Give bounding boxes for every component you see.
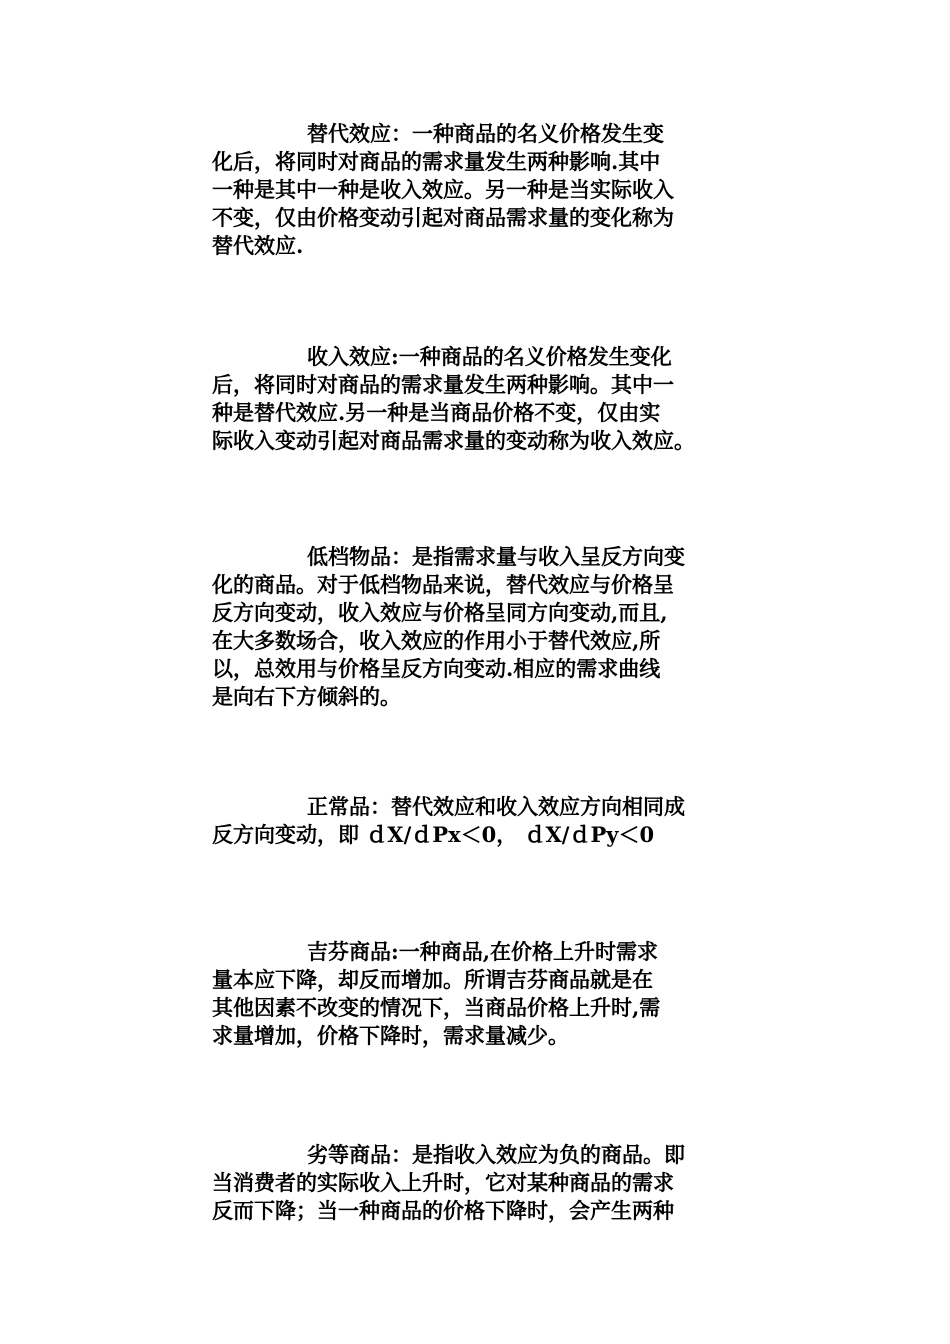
text-line: 收入效应:一种商品的名义价格发生变化	[307, 344, 672, 369]
text-line: 其他因素不改变的情况下，当商品价格上升时,需	[212, 995, 661, 1020]
text-line: 反方向变动，收入效应与价格呈同方向变动,而且,	[212, 600, 668, 625]
text-line: 在大多数场合，收入效应的作用小于替代效应,所	[212, 628, 661, 653]
text-line: 化的商品。对于低档物品来说，替代效应与价格呈	[212, 572, 674, 597]
text-line: 不变，仅由价格变动引起对商品需求量的变化称为	[212, 205, 674, 230]
text-line: 量本应下降，却反而增加。所谓吉芬商品就是在	[212, 967, 653, 992]
text-line: 是向右下方倾斜的。	[212, 684, 401, 709]
text-line: 以，总效用与价格呈反方向变动.相应的需求曲线	[212, 656, 661, 681]
text-line: 反方向变动，即 ｄX/ｄPx＜0， ｄX/ｄPy＜0	[212, 822, 655, 847]
text-line: 种是替代效应.另一种是当商品价格不变，仅由实	[212, 400, 661, 425]
paragraph-inferior-goods	[212, 543, 752, 711]
paragraph-income-effect	[212, 343, 752, 455]
text-line: 一种是其中一种是收入效应。另一种是当实际收入	[212, 177, 674, 202]
text-line: 反而下降；当一种商品的价格下降时，会产生两种	[212, 1198, 674, 1223]
text-line: 低档物品：是指需求量与收入呈反方向变	[307, 544, 685, 569]
text-line: 当消费者的实际收入上升时，它对某种商品的需求	[212, 1170, 674, 1195]
paragraph-giffen-goods	[212, 938, 752, 1050]
text-line: 后，将同时对商品的需求量发生两种影响。其中一	[212, 372, 674, 397]
text-line: 化后，将同时对商品的需求量发生两种影响.其中	[212, 149, 661, 174]
text-line: 替代效应.	[212, 233, 304, 258]
text-line: 求量增加，价格下降时，需求量减少。	[212, 1023, 569, 1048]
paragraph-substitution-effect	[212, 120, 752, 260]
text-line: 替代效应：一种商品的名义价格发生变	[307, 121, 664, 146]
text-line: 吉芬商品:一种商品,在价格上升时需求	[307, 939, 659, 964]
text-line: 劣等商品：是指收入效应为负的商品。即	[307, 1142, 685, 1167]
text-line: 际收入变动引起对商品需求量的变动称为收入效应。	[212, 428, 695, 453]
text-line: 正常品：替代效应和收入效应方向相同成	[307, 794, 685, 819]
paragraph-normal-goods	[212, 793, 752, 849]
paragraph-inferior-goods-2	[212, 1141, 752, 1225]
